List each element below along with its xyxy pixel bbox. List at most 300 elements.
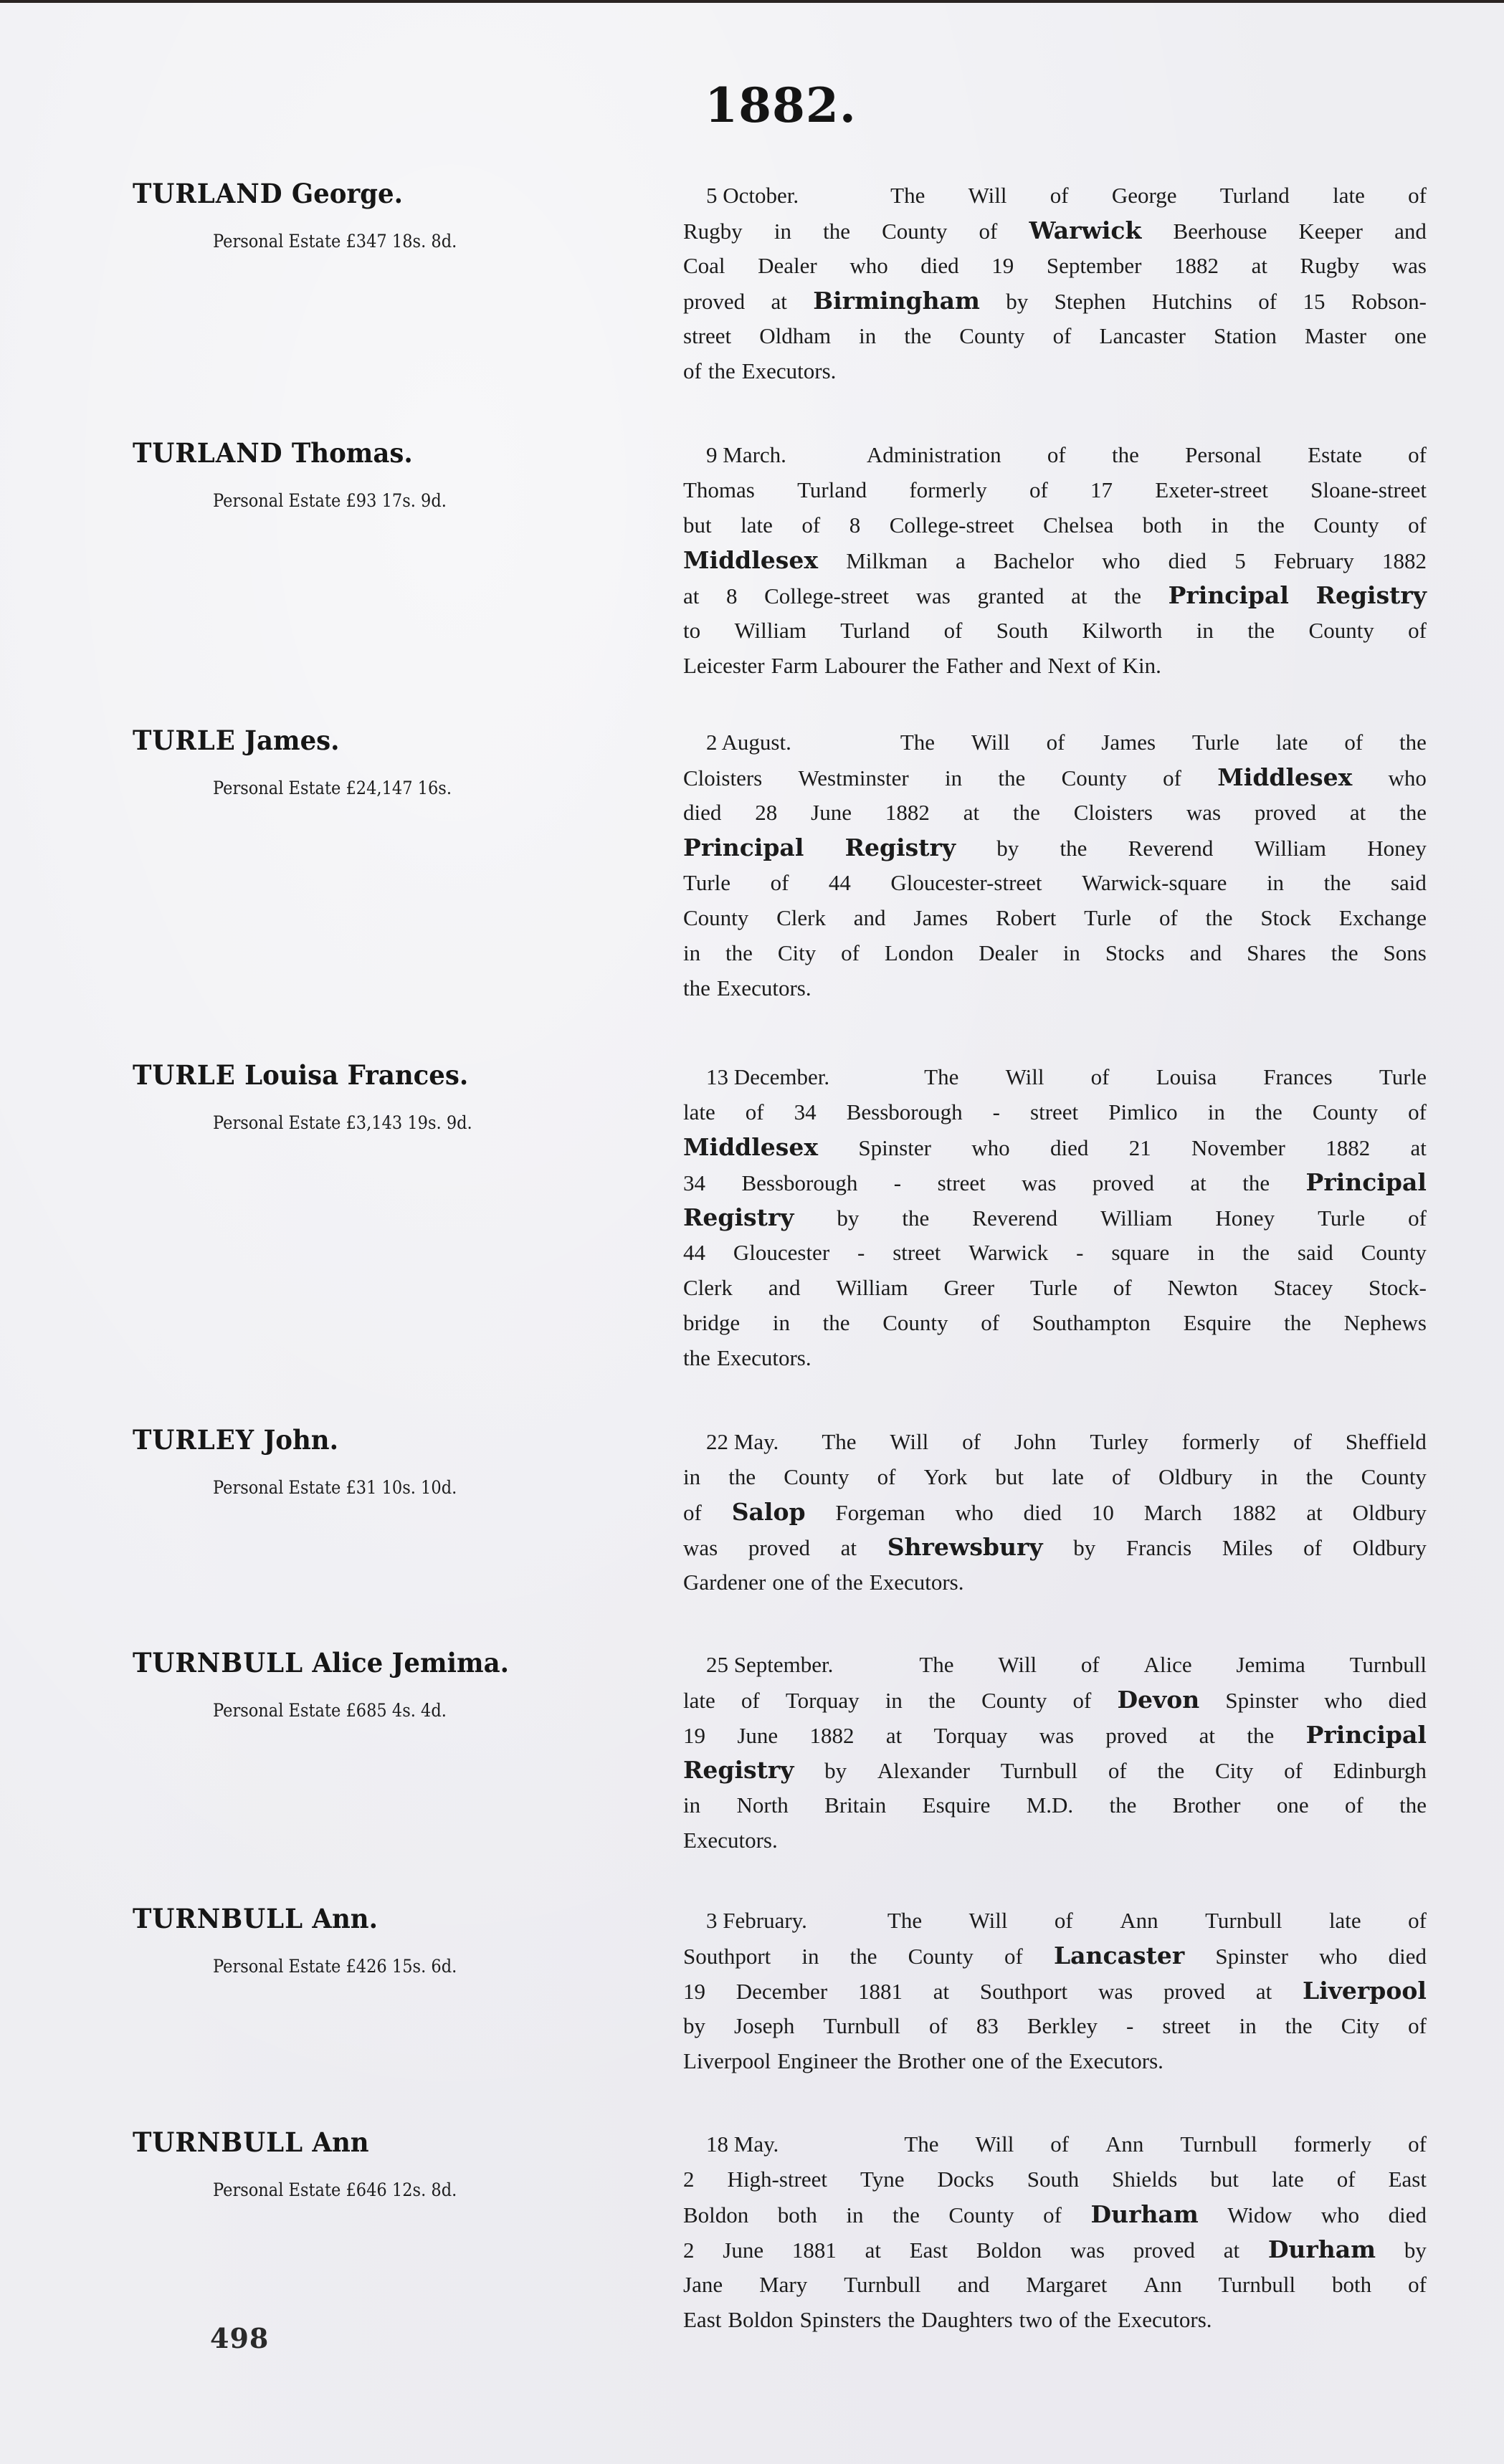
word: died <box>1388 2202 1427 2227</box>
word: Chelsea <box>1043 512 1114 538</box>
word: the <box>683 975 710 1001</box>
word: both <box>777 2202 817 2227</box>
word: the <box>1060 836 1087 861</box>
entry-personal-estate: Personal Estate £347 18s. 8d. <box>213 231 457 252</box>
word: of <box>1043 2202 1062 2227</box>
word: South <box>996 618 1049 643</box>
word: Miles <box>1222 1535 1273 1560</box>
emphasized-place-name: Lancaster <box>1053 1942 1185 1969</box>
word: Nephews <box>1343 1310 1427 1335</box>
word: Thomas <box>683 477 755 502</box>
word: two <box>1019 2307 1053 2332</box>
word: Cloisters <box>1073 800 1153 825</box>
word: Rugby <box>683 219 743 244</box>
word: in <box>801 1944 819 1969</box>
word: of <box>811 1570 829 1595</box>
text-line <box>683 1200 1427 1235</box>
entry-date: 18 May. <box>706 2131 779 2157</box>
word: Berkley <box>1027 2013 1098 2038</box>
word: of <box>877 1464 896 1489</box>
word: one <box>1276 1792 1309 1818</box>
word: the <box>1157 1758 1185 1783</box>
word: Kin. <box>1122 653 1161 678</box>
word: of <box>801 512 821 538</box>
word: proved <box>683 289 746 314</box>
word: 1881 <box>857 1979 903 2004</box>
word: February <box>1273 548 1354 573</box>
word: in <box>885 1688 903 1713</box>
word: Southport <box>979 1979 1068 2004</box>
word: the <box>912 653 940 678</box>
word: Turnbull <box>1180 2131 1257 2157</box>
word: died <box>1388 1944 1427 1969</box>
word: Exchange <box>1338 905 1427 930</box>
text-line <box>683 970 1427 1006</box>
word: by <box>1404 2238 1427 2263</box>
word: both <box>1142 512 1182 538</box>
word: Mary <box>759 2272 808 2297</box>
word: the <box>1323 870 1351 895</box>
word: Dealer <box>979 940 1038 965</box>
word: The <box>924 1064 959 1089</box>
text-line <box>683 437 1427 472</box>
emphasized-place-name: Warwick <box>1029 216 1142 244</box>
text-line <box>683 578 1427 613</box>
word: 15 <box>1303 289 1325 314</box>
text-line <box>683 1059 1427 1094</box>
word: Esquire <box>922 1792 991 1818</box>
word: the <box>1242 1240 1270 1265</box>
word: in <box>1211 512 1229 538</box>
word: Coal <box>683 253 725 278</box>
entry-text <box>683 437 1427 683</box>
entry-given-names: James. <box>244 725 340 756</box>
word: in <box>1196 618 1214 643</box>
word: of <box>741 1688 760 1713</box>
word: 44 <box>828 870 851 895</box>
entry-name <box>133 725 340 756</box>
word: of <box>1111 1464 1131 1489</box>
word: street <box>1162 2013 1211 2038</box>
entry-text <box>683 178 1427 388</box>
word: street <box>937 1170 986 1195</box>
word: of <box>1097 653 1116 678</box>
word: the <box>1284 1310 1311 1335</box>
word: of <box>1408 1099 1427 1124</box>
word: North <box>736 1792 789 1818</box>
word: Margaret <box>1026 2272 1108 2297</box>
word: who <box>1102 548 1141 573</box>
word: the <box>1012 800 1040 825</box>
word: who <box>971 1135 1010 1160</box>
word: of <box>1054 1908 1073 1933</box>
emphasized-place-name: Registry <box>683 1756 794 1784</box>
word: at <box>771 289 787 314</box>
word: of <box>1059 2307 1077 2332</box>
text-line <box>683 795 1427 830</box>
word: was <box>1186 800 1222 825</box>
word: the <box>728 1464 756 1489</box>
word: street <box>893 1240 941 1265</box>
word: was <box>915 583 951 608</box>
word: County <box>882 219 948 244</box>
word: Jemima <box>1236 1652 1305 1677</box>
emphasized-place-name: Principal <box>683 834 804 861</box>
text-line <box>683 725 1427 760</box>
word: the <box>1114 583 1141 608</box>
word: late <box>1272 2167 1304 2192</box>
text-line <box>683 1235 1427 1270</box>
word: in <box>683 1792 701 1818</box>
word: of <box>1293 1429 1312 1454</box>
text-line <box>683 1682 1427 1717</box>
entry-personal-estate: Personal Estate £426 15s. 6d. <box>213 1956 457 1977</box>
text-line <box>683 507 1427 543</box>
word: Alice <box>1143 1652 1192 1677</box>
word: George <box>1111 183 1177 208</box>
word: by <box>837 1205 860 1231</box>
word: Louisa <box>1156 1064 1217 1089</box>
word: Sloane-street <box>1310 477 1427 502</box>
entry-text <box>683 725 1427 1006</box>
word: but <box>683 512 712 538</box>
emphasized-place-name: Durham <box>1267 2235 1376 2263</box>
word: 8 <box>726 583 738 608</box>
word: Labourer <box>824 653 906 678</box>
word: College-street <box>889 512 1014 538</box>
word: at <box>1190 1170 1206 1195</box>
word: Gloucester-street <box>890 870 1042 895</box>
word: was <box>683 1535 718 1560</box>
word: died <box>920 253 959 278</box>
word: of <box>1258 289 1277 314</box>
text-line <box>683 2043 1427 2078</box>
word: Will <box>975 2131 1014 2157</box>
word: at <box>1349 800 1366 825</box>
word: of <box>1046 730 1065 755</box>
word: of <box>745 1099 764 1124</box>
word: at <box>1306 1500 1323 1525</box>
word: in <box>1260 1464 1278 1489</box>
word: proved <box>1254 800 1316 825</box>
emphasized-place-name: Registry <box>683 1203 794 1231</box>
emphasized-place-name: Middlesex <box>683 546 818 574</box>
word: - <box>857 1240 865 1265</box>
word: 1882 <box>1325 1135 1371 1160</box>
word: died <box>683 800 722 825</box>
text-line <box>683 248 1427 283</box>
entry-date: 25 September. <box>706 1652 834 1677</box>
entry-surname: TURNBULL <box>133 1647 304 1679</box>
word: died <box>1388 1688 1427 1713</box>
word: was <box>1039 1723 1074 1748</box>
word: Will <box>998 1652 1037 1677</box>
word: Executors. <box>1069 2048 1163 2073</box>
emphasized-place-name: Birmingham <box>813 287 980 315</box>
word: of <box>1108 1758 1127 1783</box>
emphasized-place-name: Devon <box>1117 1686 1200 1714</box>
word: Farm <box>771 653 819 678</box>
word: the <box>893 2202 920 2227</box>
word: of <box>1303 1535 1322 1560</box>
word: late <box>683 1099 715 1124</box>
text-line <box>683 1130 1427 1165</box>
word: formerly <box>1293 2131 1372 2157</box>
word: 2 <box>683 2238 695 2263</box>
word: Stacey <box>1273 1275 1333 1300</box>
word: by <box>996 836 1019 861</box>
word: formerly <box>909 477 987 502</box>
word: and <box>957 2272 990 2297</box>
word: Keeper <box>1298 219 1363 244</box>
word: at <box>1251 253 1267 278</box>
word: and <box>1009 653 1042 678</box>
word: London <box>884 940 954 965</box>
entry-personal-estate: Personal Estate £646 12s. 8d. <box>213 2179 457 2200</box>
word: Station <box>1214 323 1277 348</box>
word: Will <box>1005 1064 1044 1089</box>
word: Turnbull <box>1000 1758 1078 1783</box>
word: Widow <box>1227 2202 1293 2227</box>
word: Frances <box>1263 1064 1333 1089</box>
word: Spinster <box>858 1135 931 1160</box>
text-line <box>683 1973 1427 2008</box>
text-line <box>683 353 1427 388</box>
word: in <box>683 940 701 965</box>
word: Executors. <box>716 1345 812 1370</box>
text-line <box>683 1165 1427 1200</box>
text-line <box>683 1717 1427 1752</box>
word: of <box>1080 1652 1100 1677</box>
word: the <box>902 1205 930 1231</box>
text-line <box>683 472 1427 507</box>
page-number: 498 <box>210 2322 270 2354</box>
entry-surname: TURLEY <box>133 1424 255 1456</box>
word: Boldon <box>683 2202 749 2227</box>
word: Rugby <box>1300 253 1360 278</box>
word: a <box>956 548 966 573</box>
word: William <box>734 618 806 643</box>
word: in <box>945 765 963 791</box>
word: County <box>784 1464 849 1489</box>
word: at <box>683 583 700 608</box>
word: Bessborough <box>741 1170 858 1195</box>
word: Honey <box>1215 1205 1275 1231</box>
text-line <box>683 2126 1427 2162</box>
word: the <box>998 765 1026 791</box>
word: of <box>1052 323 1072 348</box>
word: of <box>928 2013 948 2038</box>
word: County <box>1361 1240 1427 1265</box>
word: Westminster <box>798 765 909 791</box>
word: the <box>928 1688 956 1713</box>
word: the <box>1205 905 1233 930</box>
word: Turle <box>1379 1064 1427 1089</box>
word: Jane <box>683 2272 723 2297</box>
emphasized-place-name: Principal <box>1305 1721 1427 1749</box>
word: Spinsters <box>799 2307 882 2332</box>
word: of <box>1072 1688 1092 1713</box>
word: Reverend <box>1128 836 1214 861</box>
word: Sheffield <box>1345 1429 1427 1454</box>
word: James <box>1101 730 1156 755</box>
word: The <box>822 1429 857 1454</box>
word: street <box>1030 1099 1079 1124</box>
word: Turnbull <box>1205 1908 1282 1933</box>
emphasized-place-name: Salop <box>731 1498 806 1526</box>
word: of <box>1344 730 1363 755</box>
word: Gloucester <box>733 1240 830 1265</box>
word: of <box>1159 905 1178 930</box>
word: proved <box>1092 1170 1154 1195</box>
word: both <box>1332 2272 1372 2297</box>
emphasized-place-name: Middlesex <box>683 1133 818 1161</box>
word: York <box>923 1464 968 1489</box>
word: of <box>1284 1758 1303 1783</box>
word: High-street <box>727 2167 827 2192</box>
word: Turley <box>1090 1429 1148 1454</box>
word: 19 <box>683 1979 705 2004</box>
text-line <box>683 1752 1427 1787</box>
word: James <box>913 905 968 930</box>
word: the <box>1285 2013 1313 2038</box>
word: Will <box>971 730 1010 755</box>
word: 1882 <box>809 1723 855 1748</box>
word: street <box>683 323 732 348</box>
word: Ann <box>1143 2272 1182 2297</box>
word: the <box>887 2307 915 2332</box>
word: who <box>1388 765 1427 791</box>
word: but <box>995 1464 1024 1489</box>
text-line <box>683 2302 1427 2337</box>
word: - <box>992 1099 1000 1124</box>
entry-name <box>133 1059 468 1091</box>
word: square <box>1111 1240 1170 1265</box>
word: the <box>1331 940 1358 965</box>
word: 21 <box>1128 1135 1151 1160</box>
entry-personal-estate: Personal Estate £31 10s. 10d. <box>213 1477 457 1498</box>
entry-given-names: Alice Jemima. <box>312 1647 509 1679</box>
word: Milkman <box>846 548 928 573</box>
word: one <box>971 2048 1004 2073</box>
entry-given-names: George. <box>291 178 403 209</box>
word: November <box>1191 1135 1285 1160</box>
text-line <box>683 2008 1427 2043</box>
word: Gardener <box>683 1570 766 1595</box>
word: Sons <box>1383 940 1427 965</box>
word: of <box>1010 2048 1029 2073</box>
word: 19 <box>683 1723 705 1748</box>
emphasized-place-name: Principal <box>1168 581 1289 609</box>
word: Estate <box>1308 442 1362 467</box>
word: in <box>774 219 791 244</box>
word: the <box>1242 1170 1270 1195</box>
entry-name <box>133 1647 509 1679</box>
word: 2 <box>683 2167 695 2192</box>
entry-given-names: Ann. <box>312 1903 378 1934</box>
word: in <box>1239 2013 1257 2038</box>
word: 28 <box>755 800 778 825</box>
word: Joseph <box>734 2013 795 2038</box>
word: of <box>981 1310 1000 1335</box>
word: Turnbull <box>823 2013 900 2038</box>
entry-name <box>133 178 403 209</box>
word: Kilworth <box>1082 618 1163 643</box>
word: Turle <box>1318 1205 1366 1231</box>
word: The <box>904 2131 939 2157</box>
word: proved <box>1105 1723 1168 1748</box>
word: December <box>736 1979 828 2004</box>
word: Engineer <box>777 2048 858 2073</box>
word: who <box>955 1500 994 1525</box>
word: County <box>948 2202 1014 2227</box>
entry-surname: TURLAND <box>133 437 283 469</box>
word: the <box>1399 1792 1427 1818</box>
word: of <box>1408 618 1427 643</box>
text-line <box>683 935 1427 970</box>
word: at <box>1255 1979 1272 2004</box>
word: in <box>1207 1099 1225 1124</box>
word: The <box>890 183 925 208</box>
word: at <box>1410 1135 1427 1160</box>
word: the <box>708 358 736 383</box>
emphasized-place-name: Registry <box>844 834 956 861</box>
text-line <box>683 1938 1427 1973</box>
entry-surname: TURLE <box>133 725 236 756</box>
word: of <box>1336 2167 1356 2192</box>
text-line <box>683 1305 1427 1340</box>
entry-given-names: Ann <box>312 2126 369 2158</box>
word: June <box>723 2238 764 2263</box>
word: in <box>1266 870 1285 895</box>
word: County <box>1061 765 1127 791</box>
word: 10 <box>1091 1500 1114 1525</box>
word: by <box>824 1758 847 1783</box>
word: Beerhouse <box>1173 219 1267 244</box>
word: at <box>885 1723 903 1748</box>
word: was <box>1098 1979 1133 2004</box>
text-line <box>683 760 1427 795</box>
emphasized-place-name: Middlesex <box>1217 763 1353 791</box>
word: at <box>840 1535 857 1560</box>
emphasized-place-name: Principal <box>1305 1168 1427 1196</box>
word: Will <box>968 1908 1008 1933</box>
word: at <box>1223 2238 1240 2263</box>
word: by <box>1073 1535 1096 1560</box>
word: William <box>836 1275 908 1300</box>
word: of <box>943 618 963 643</box>
word: Honey <box>1367 836 1427 861</box>
word: at <box>1071 583 1087 608</box>
word: City <box>1214 1758 1254 1783</box>
entry-name <box>133 1903 378 1934</box>
word: Turland <box>1219 183 1290 208</box>
word: County <box>1361 1464 1427 1489</box>
emphasized-place-name: Shrewsbury <box>887 1533 1043 1561</box>
word: the <box>849 1944 877 1969</box>
word: Executors. <box>869 1570 964 1595</box>
word: Turnbull <box>1218 2272 1296 2297</box>
text-line <box>683 1903 1427 1938</box>
word: 19 <box>991 253 1014 278</box>
entry-surname: TURLE <box>133 1059 236 1091</box>
word: the <box>1399 800 1427 825</box>
emphasized-place-name: Registry <box>1315 581 1427 609</box>
word: of <box>1408 512 1427 538</box>
word: Turnbull <box>1349 1652 1427 1677</box>
word: City <box>777 940 817 965</box>
text-line <box>683 318 1427 353</box>
